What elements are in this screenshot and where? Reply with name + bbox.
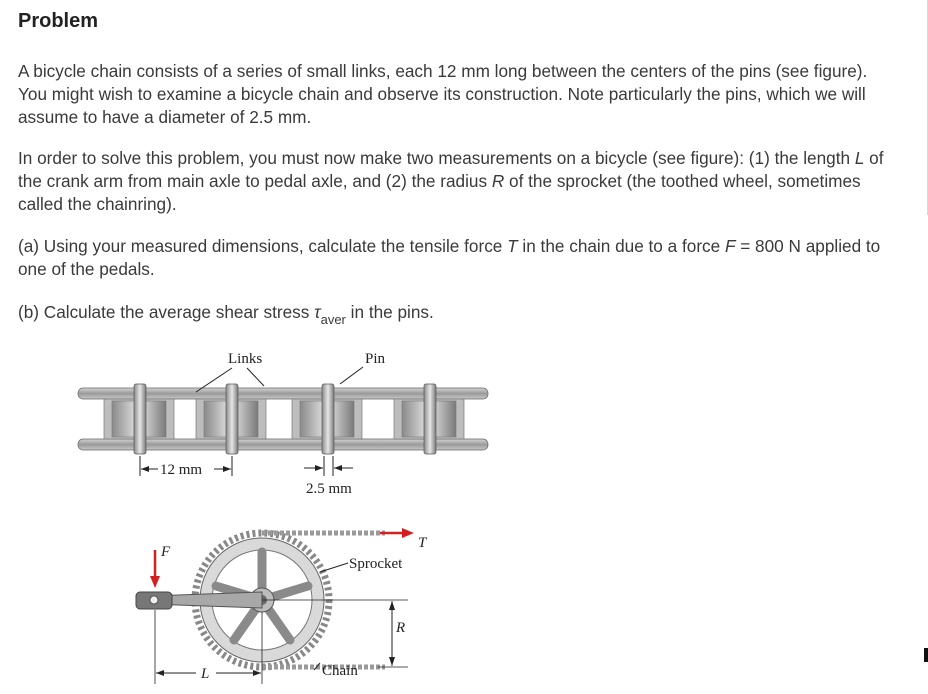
paragraph-chain-description: A bicycle chain consists of a series of small links, each 12 mm long between the centers of the pins (see figure). You might wish to examine a bicycle chain and observe its construction. Note particularly the pins, which we will assume to have a diameter of 2.5 mm. bbox=[18, 61, 868, 127]
paragraph-part-a bbox=[18, 235, 898, 281]
p3-text-c: = 800 N applied to one of the pedals. bbox=[18, 236, 881, 279]
symbol-L: L bbox=[854, 148, 865, 168]
p2-text-a: In order to solve this problem, you must now make two measurements on a bicycle (see figure): (1) the length bbox=[18, 148, 855, 168]
symbol-tau: τ bbox=[314, 302, 321, 322]
pin-diameter-label: 2.5 mm bbox=[306, 481, 352, 497]
force-F-label: F bbox=[161, 544, 171, 560]
p3-text-a: (a) Using your measured dimensions, calculate the tensile force bbox=[18, 236, 508, 256]
paragraph-part-b bbox=[18, 301, 898, 325]
p4-text-b: in the pins. bbox=[345, 302, 434, 322]
symbol-F: F bbox=[724, 236, 736, 256]
symbol-R: R bbox=[491, 171, 505, 191]
scrollbar-track[interactable] bbox=[923, 0, 928, 215]
symbol-tau-subscript: aver bbox=[320, 312, 346, 327]
crank-length-label: L bbox=[201, 666, 210, 682]
p3-text-b: in the chain due to a force bbox=[517, 236, 725, 256]
radius-label: R bbox=[396, 620, 406, 636]
symbol-T: T bbox=[507, 236, 518, 256]
sprocket-label: Sprocket bbox=[349, 556, 403, 572]
link-length-label: 12 mm bbox=[160, 462, 203, 478]
links-label: Links bbox=[228, 351, 263, 367]
paragraph-measurements bbox=[18, 147, 898, 216]
sprocket-view bbox=[136, 528, 428, 684]
chain-figure bbox=[0, 340, 928, 694]
dimension-pin-diameter bbox=[304, 456, 353, 497]
dimension-link-length bbox=[140, 456, 232, 478]
p4-text-a: (b) Calculate the average shear stress bbox=[18, 302, 315, 322]
p2-text-c: of the sprocket (the toothed wheel, sometimes called the chainring). bbox=[18, 171, 861, 214]
chain-side-view bbox=[78, 351, 488, 497]
force-T-label: T bbox=[418, 535, 427, 551]
pin-label: Pin bbox=[365, 351, 386, 367]
p2-text-b: of the crank arm from main axle to pedal axle, and (2) the radius bbox=[18, 148, 884, 191]
problem-heading: Problem bbox=[18, 10, 99, 32]
chain-label: Chain bbox=[322, 663, 358, 679]
